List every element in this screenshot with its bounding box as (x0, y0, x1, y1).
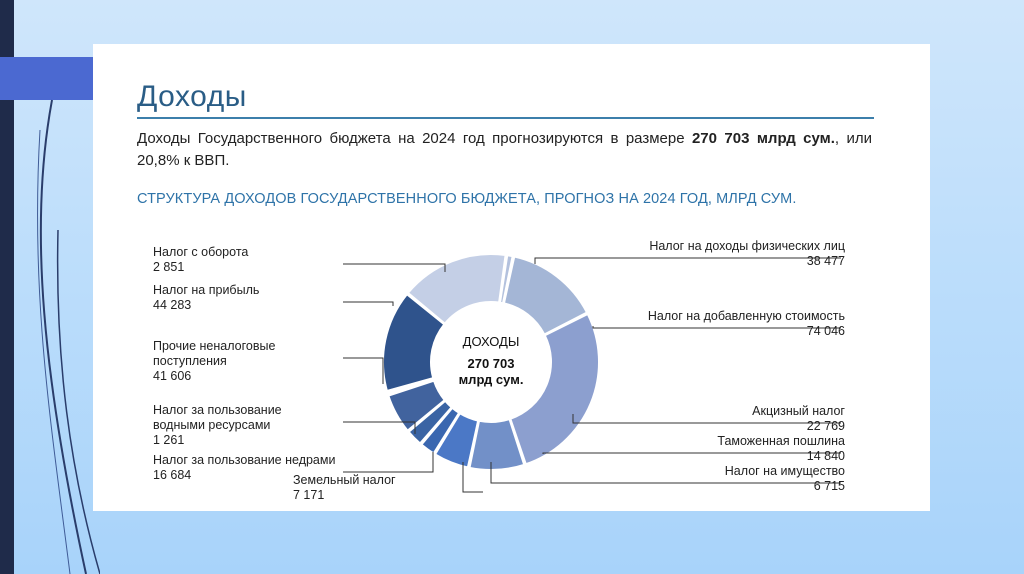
slice-value: 7 171 (293, 488, 325, 502)
donut-slice (510, 314, 599, 464)
slice-label: Налог на доходы физических лиц (649, 239, 845, 253)
slice-value: 44 283 (153, 298, 192, 312)
center-label: млрд сум. (458, 372, 524, 387)
slice-value: 14 840 (806, 449, 845, 463)
slice-label: Налог на имущество (724, 464, 845, 478)
slice-label: Налог за пользование недрами (153, 453, 336, 467)
slice-value: 2 851 (153, 260, 185, 274)
center-label: 270 703 (467, 356, 515, 371)
slice-value: 16 684 (153, 468, 192, 482)
slice-value: 41 606 (153, 369, 192, 383)
slice-value: 1 261 (153, 433, 185, 447)
slide-card (93, 44, 930, 511)
leader-line (343, 264, 445, 272)
slice-label: Земельный налог (293, 473, 396, 487)
center-label: ДОХОДЫ (462, 334, 520, 349)
slice-value: 38 477 (806, 254, 845, 268)
slice-value: 22 769 (806, 419, 845, 433)
intro-bold-amount: 270 703 млрд сум. (691, 130, 835, 147)
slice-label: поступления (153, 354, 227, 368)
slice-label: Таможенная пошлина (717, 434, 845, 448)
leader-line (343, 452, 433, 472)
donut-chart (93, 44, 930, 511)
slice-label: водными ресурсами (153, 418, 271, 432)
leader-line (343, 302, 393, 306)
page-title: Доходы (137, 80, 247, 113)
leader-line (543, 453, 841, 454)
slice-label: Прочие неналоговые (153, 339, 276, 353)
slice-label: Акцизный налог (752, 404, 845, 418)
slice-label: Налог на добавленную стоимость (647, 309, 845, 323)
leader-line (535, 258, 841, 264)
slice-value: 74 046 (806, 324, 845, 338)
slice-label: Налог на прибыль (153, 283, 260, 297)
intro-tail: , или 20,8% к ВВП. (137, 130, 872, 169)
slice-label: Налог за пользование (153, 403, 282, 417)
leader-line (343, 358, 383, 384)
leader-line (593, 326, 841, 328)
slice-label: Налог с оборота (153, 245, 249, 259)
chart-title: СТРУКТУРА ДОХОДОВ ГОСУДАРСТВЕННОГО БЮДЖЕТА, ПРОГНОЗ НА 2024 ГОД, МЛРД СУМ. (137, 191, 797, 207)
decorative-lines (0, 0, 100, 574)
intro-text: Доходы Государственного бюджета на 2024 год прогнозируются в размере (137, 130, 685, 147)
slice-value: 6 715 (813, 479, 845, 493)
